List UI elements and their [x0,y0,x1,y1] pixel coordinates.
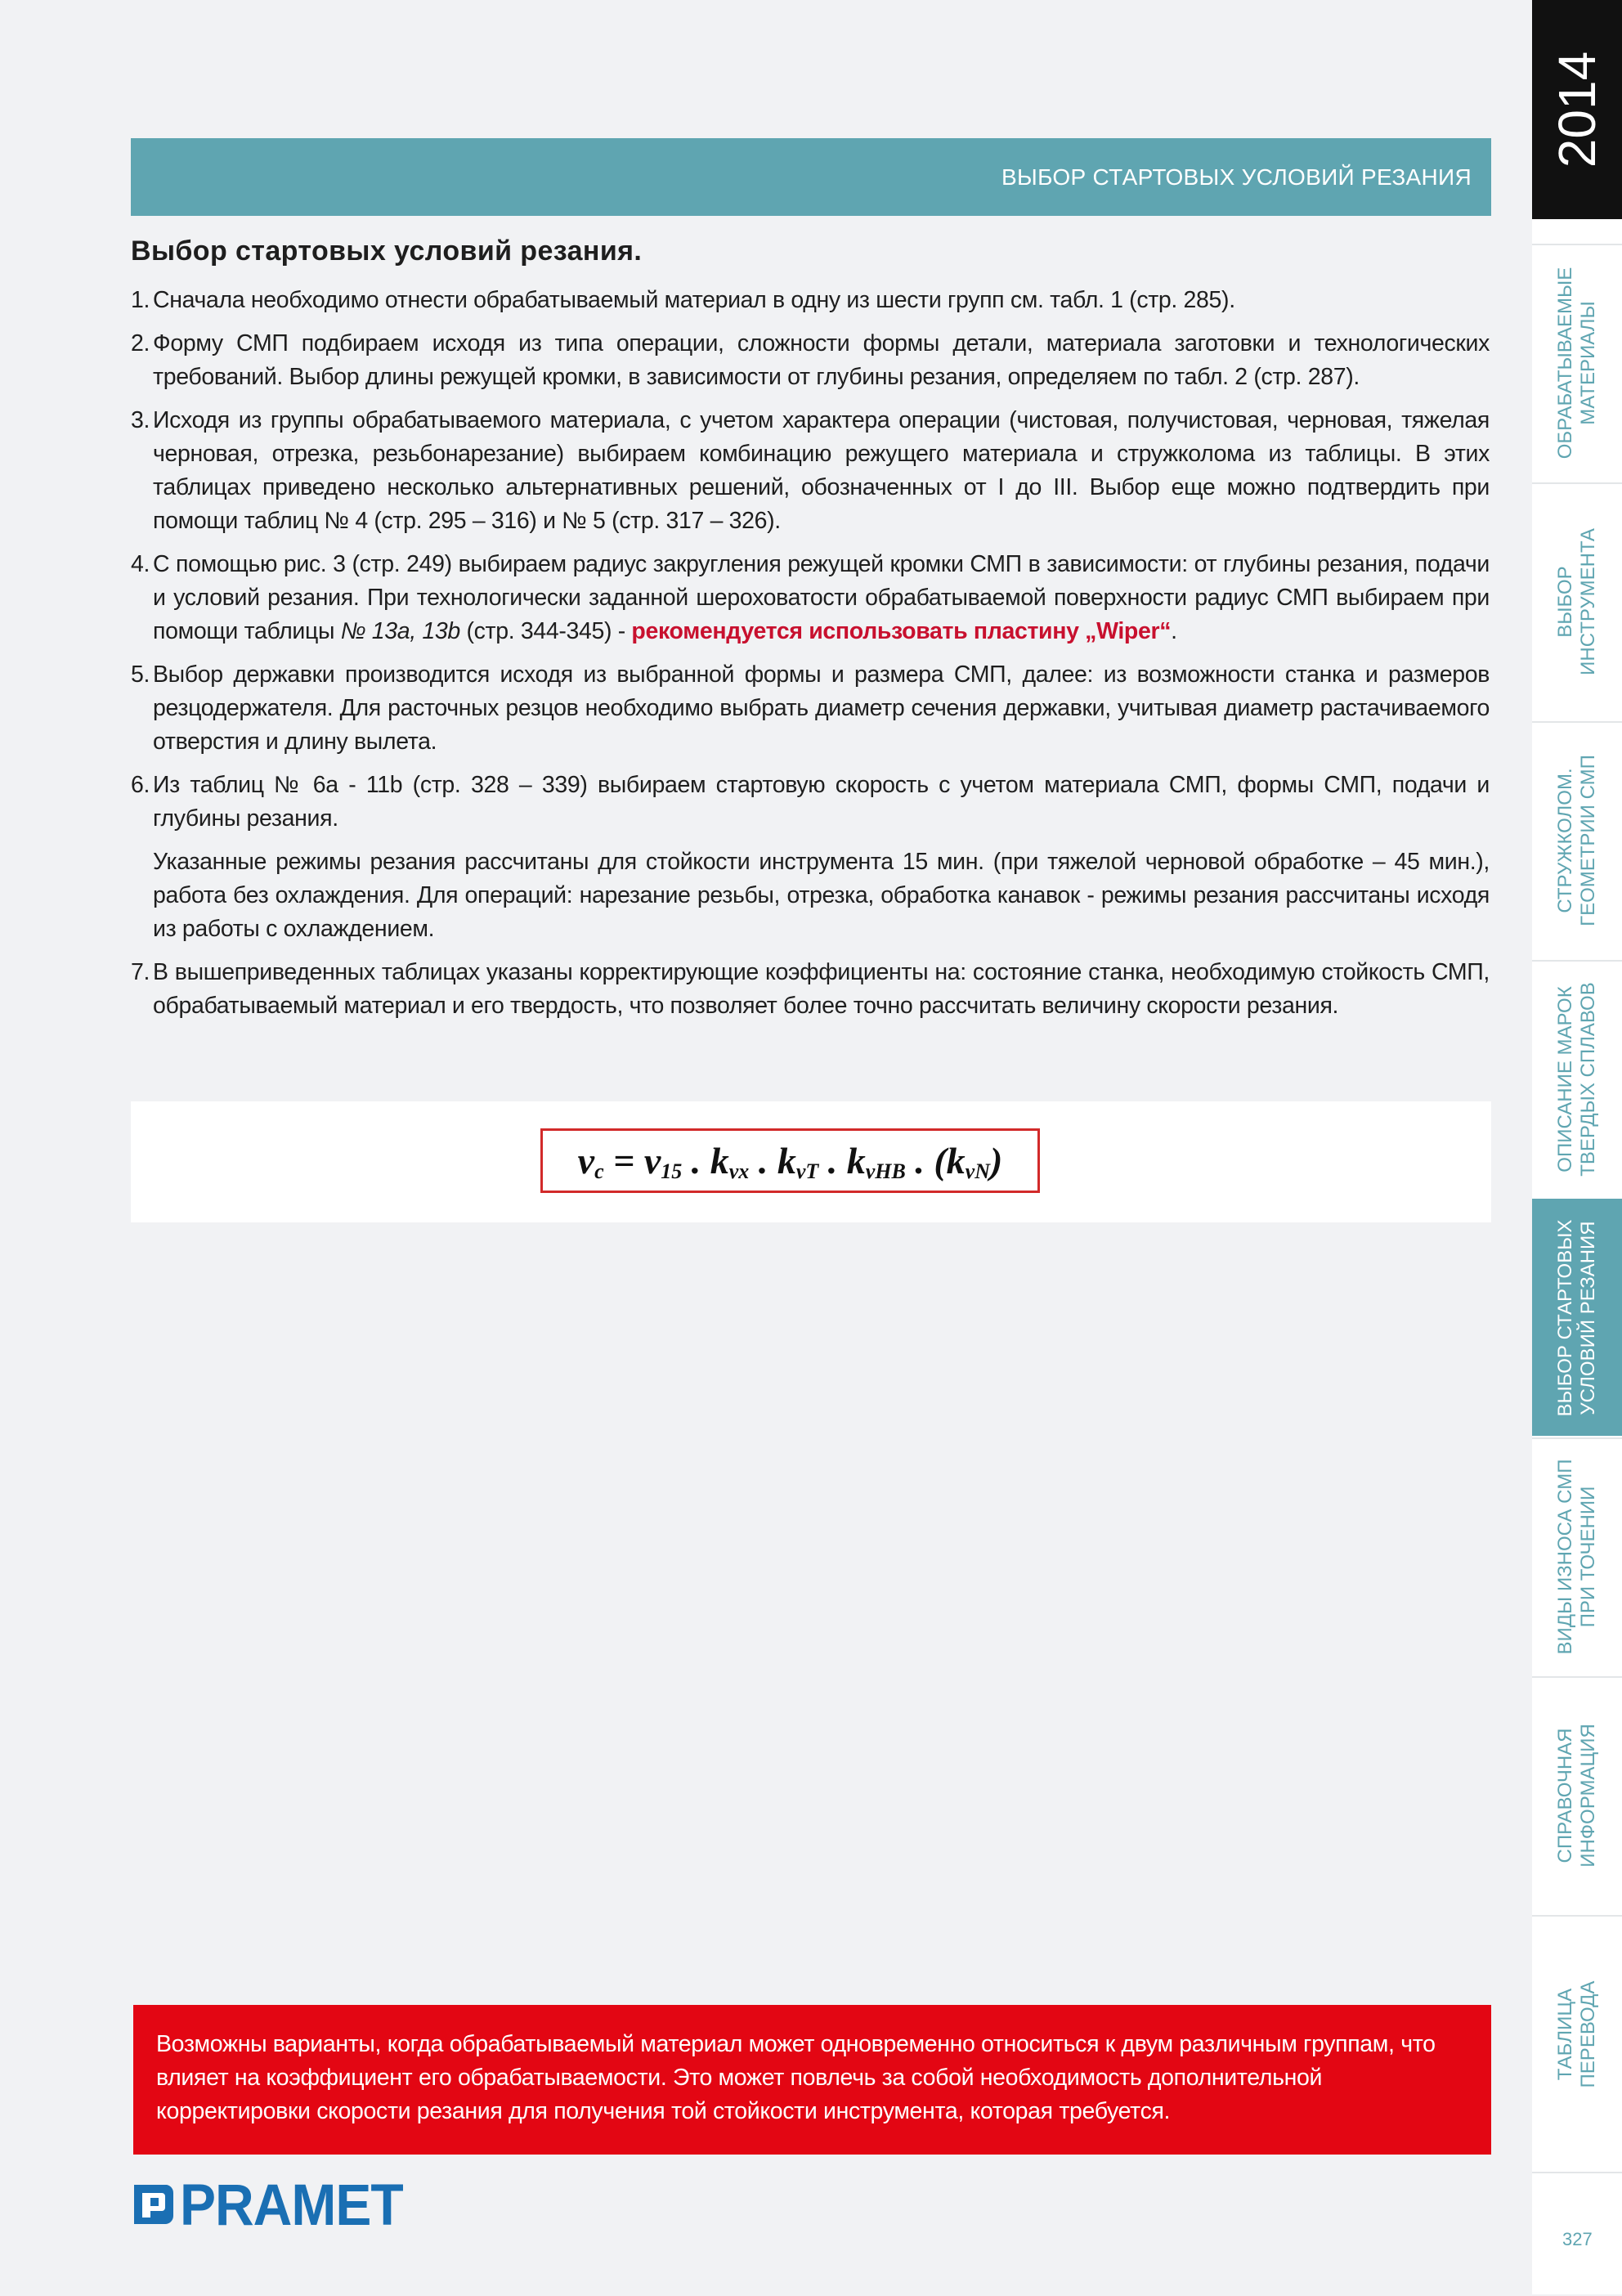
tab-conversion-table[interactable] [1532,1915,1622,2152]
list-item-text: Из таблиц № 6a - 11b (стр. 328 – 339) выбираем стартовую скорость с учетом материала СМП, формы СМП, подачи и глубины резания. [153,772,1490,832]
tab-cutting-conditions[interactable] [1532,1199,1622,1436]
list-item-text: . [1171,618,1177,644]
list-item-subtext: Указанные режимы резания рассчитаны для стойкости инструмента 15 мин. (при тяжелой черновой обработке – 45 мин.), работа без охлаждения. Для операций: нарезание резьбы, отрезка, обработка канавок - режимы резания рассчитаны исходя из работы с охлаждением. [153,849,1490,942]
list-item-number: 4. [131,551,150,577]
section-header-band [131,138,1491,216]
tab-label: ТАБЛИЦА ПЕРЕВОДА [1554,1980,1599,2088]
tab-label: СТРУЖКОЛОМ. ГЕОМЕТРИИ СМП [1554,755,1599,926]
list-item-number: 1. [131,287,150,313]
list-item [131,548,1490,648]
formula-term: $k_{vx}$ [710,1140,750,1183]
table-reference: № 13a, 13b [340,618,460,644]
chapter-tabs [1532,0,1622,2294]
list-item [131,658,1490,759]
list-item-text: Сначала необходимо отнести обрабатываемый материал в одну из шести групп см. табл. 1 (стр. 285). [153,287,1235,313]
list-item-text: С помощью рис. 3 (стр. 249) выбираем радиус закругления режущей кромки СМП в зависимости: от глубины резания, подачи и условий резания. При технологически заданной шероховатости обрабатываемой поверхности радиус СМП выбираем при помощи таблицы [153,551,1490,644]
year-label: 2014 [1548,51,1606,168]
list-item-text: Выбор державки производится исходя из выбранной формы и размера СМП, далее: из возможности станка и размеров резцодержателя. Для расточных резцов необходимо выбрать диаметр сечения державки, учитывая диаметр растачиваемого отверстия и длину вылета. [153,661,1490,755]
pramet-logo-text: PRAMET [180,2172,403,2237]
main-content [131,235,1490,1033]
formula-panel [131,1101,1491,1222]
warning-note: Возможны варианты, когда обрабатываемый материал может одновременно относиться к двум различным группам, что влияет на коэффициент его обрабатываемости. Это может повлечь за собой необходимость дополнительной корректировки скорости резания для получения той стойкости инструмента, которая требуется. [133,2005,1491,2155]
tab-materials[interactable] [1532,244,1622,481]
list-item-number: 6. [131,772,150,798]
list-item-text: Исходя из группы обрабатываемого материала, с учетом характера операции (чистовая, получистовая, черновая, тяжелая черновая, отрезка, резьбонарезание) выбираем комбинацию режущего материала и стружколома из таблицы. В этих таблицах приведено несколько альтернативных решений, обозначенных от I до III. Выбор еще можно подтвердить при помощи таблиц № 4 (стр. 295 – 316) и № 5 (стр. 317 – 326). [153,407,1490,534]
list-item-number: 3. [131,407,150,433]
wiper-recommendation: рекомендуется использовать пластину „Wiper“ [631,618,1172,644]
page-number-box [1532,2172,1622,2296]
formula-operator: . ( [905,1140,947,1182]
list-item-number: 5. [131,661,150,688]
page-title: Выбор стартовых условий резания. [131,235,643,267]
formula-term: $k_{vHB}$ [846,1140,906,1183]
tab-label: ОБРАБАТЫВАЕМЫЕ МАТЕРИАЛЫ [1554,267,1599,460]
tab-tool-selection[interactable] [1532,482,1622,720]
formula-term: $v_{15}$ [643,1140,683,1183]
list-item-number: 2. [131,330,150,357]
tab-label: ОПИСАНИЕ МАРОК ТВЕРДЫХ СПЛАВОВ [1554,982,1599,1177]
formula-term: $k_{vN}$ [946,1140,990,1183]
tab-label: ВЫБОР СТАРТОВЫХ УСЛОВИЙ РЕЗАНИЯ [1554,1219,1599,1417]
formula-term: $v_c$ [577,1140,604,1183]
list-item-text: (стр. 344-345) - [459,618,632,644]
tab-reference-info[interactable] [1532,1676,1622,1913]
year-tab [1532,0,1622,219]
tab-chipbreakers[interactable] [1532,721,1622,958]
list-item [131,327,1490,394]
list-item-text: Форму СМП подбираем исходя из типа операции, сложности формы детали, материала заготовки и технологических требований. Выбор длины режущей кромки, в зависимости от глубины резания, определяем по табл. 2 (стр. 287). [153,330,1490,390]
list-item [131,769,1490,946]
list-item-text: В вышеприведенных таблицах указаны корректирующие коэффициенты на: состояние станка, необходимую стойкость СМП, обрабатываемый материал и его твердость, что позволяет более точно рассчитать величину скорости резания. [153,959,1490,1019]
pramet-logo [131,2172,403,2237]
pramet-logo-icon [131,2182,177,2227]
formula-operator: ) [990,1140,1003,1182]
tab-label: ВИДЫ ИЗНОСА СМП ПРИ ТОЧЕНИИ [1554,1459,1599,1655]
tab-label: СПРАВОЧНАЯ ИНФОРМАЦИЯ [1554,1724,1599,1868]
steps-list [131,284,1490,1023]
formula-operator: . [818,1140,847,1182]
list-item [131,284,1490,317]
tab-carbide-grades[interactable] [1532,960,1622,1197]
list-item-number: 7. [131,959,150,985]
page-number: 327 [1562,2229,1593,2249]
section-header-title: ВЫБОР СТАРТОВЫХ УСЛОВИЙ РЕЗАНИЯ [1001,164,1472,190]
cutting-speed-formula [540,1128,1040,1193]
formula-operator: = [603,1140,644,1182]
tab-insert-wear[interactable] [1532,1437,1622,1675]
formula-operator: . [749,1140,777,1182]
formula-operator: . [682,1140,710,1182]
list-item [131,404,1490,538]
list-item [131,956,1490,1023]
formula-term: $k_{vT}$ [777,1140,819,1183]
tab-label: ВЫБОР ИНСТРУМЕНТА [1554,528,1599,675]
